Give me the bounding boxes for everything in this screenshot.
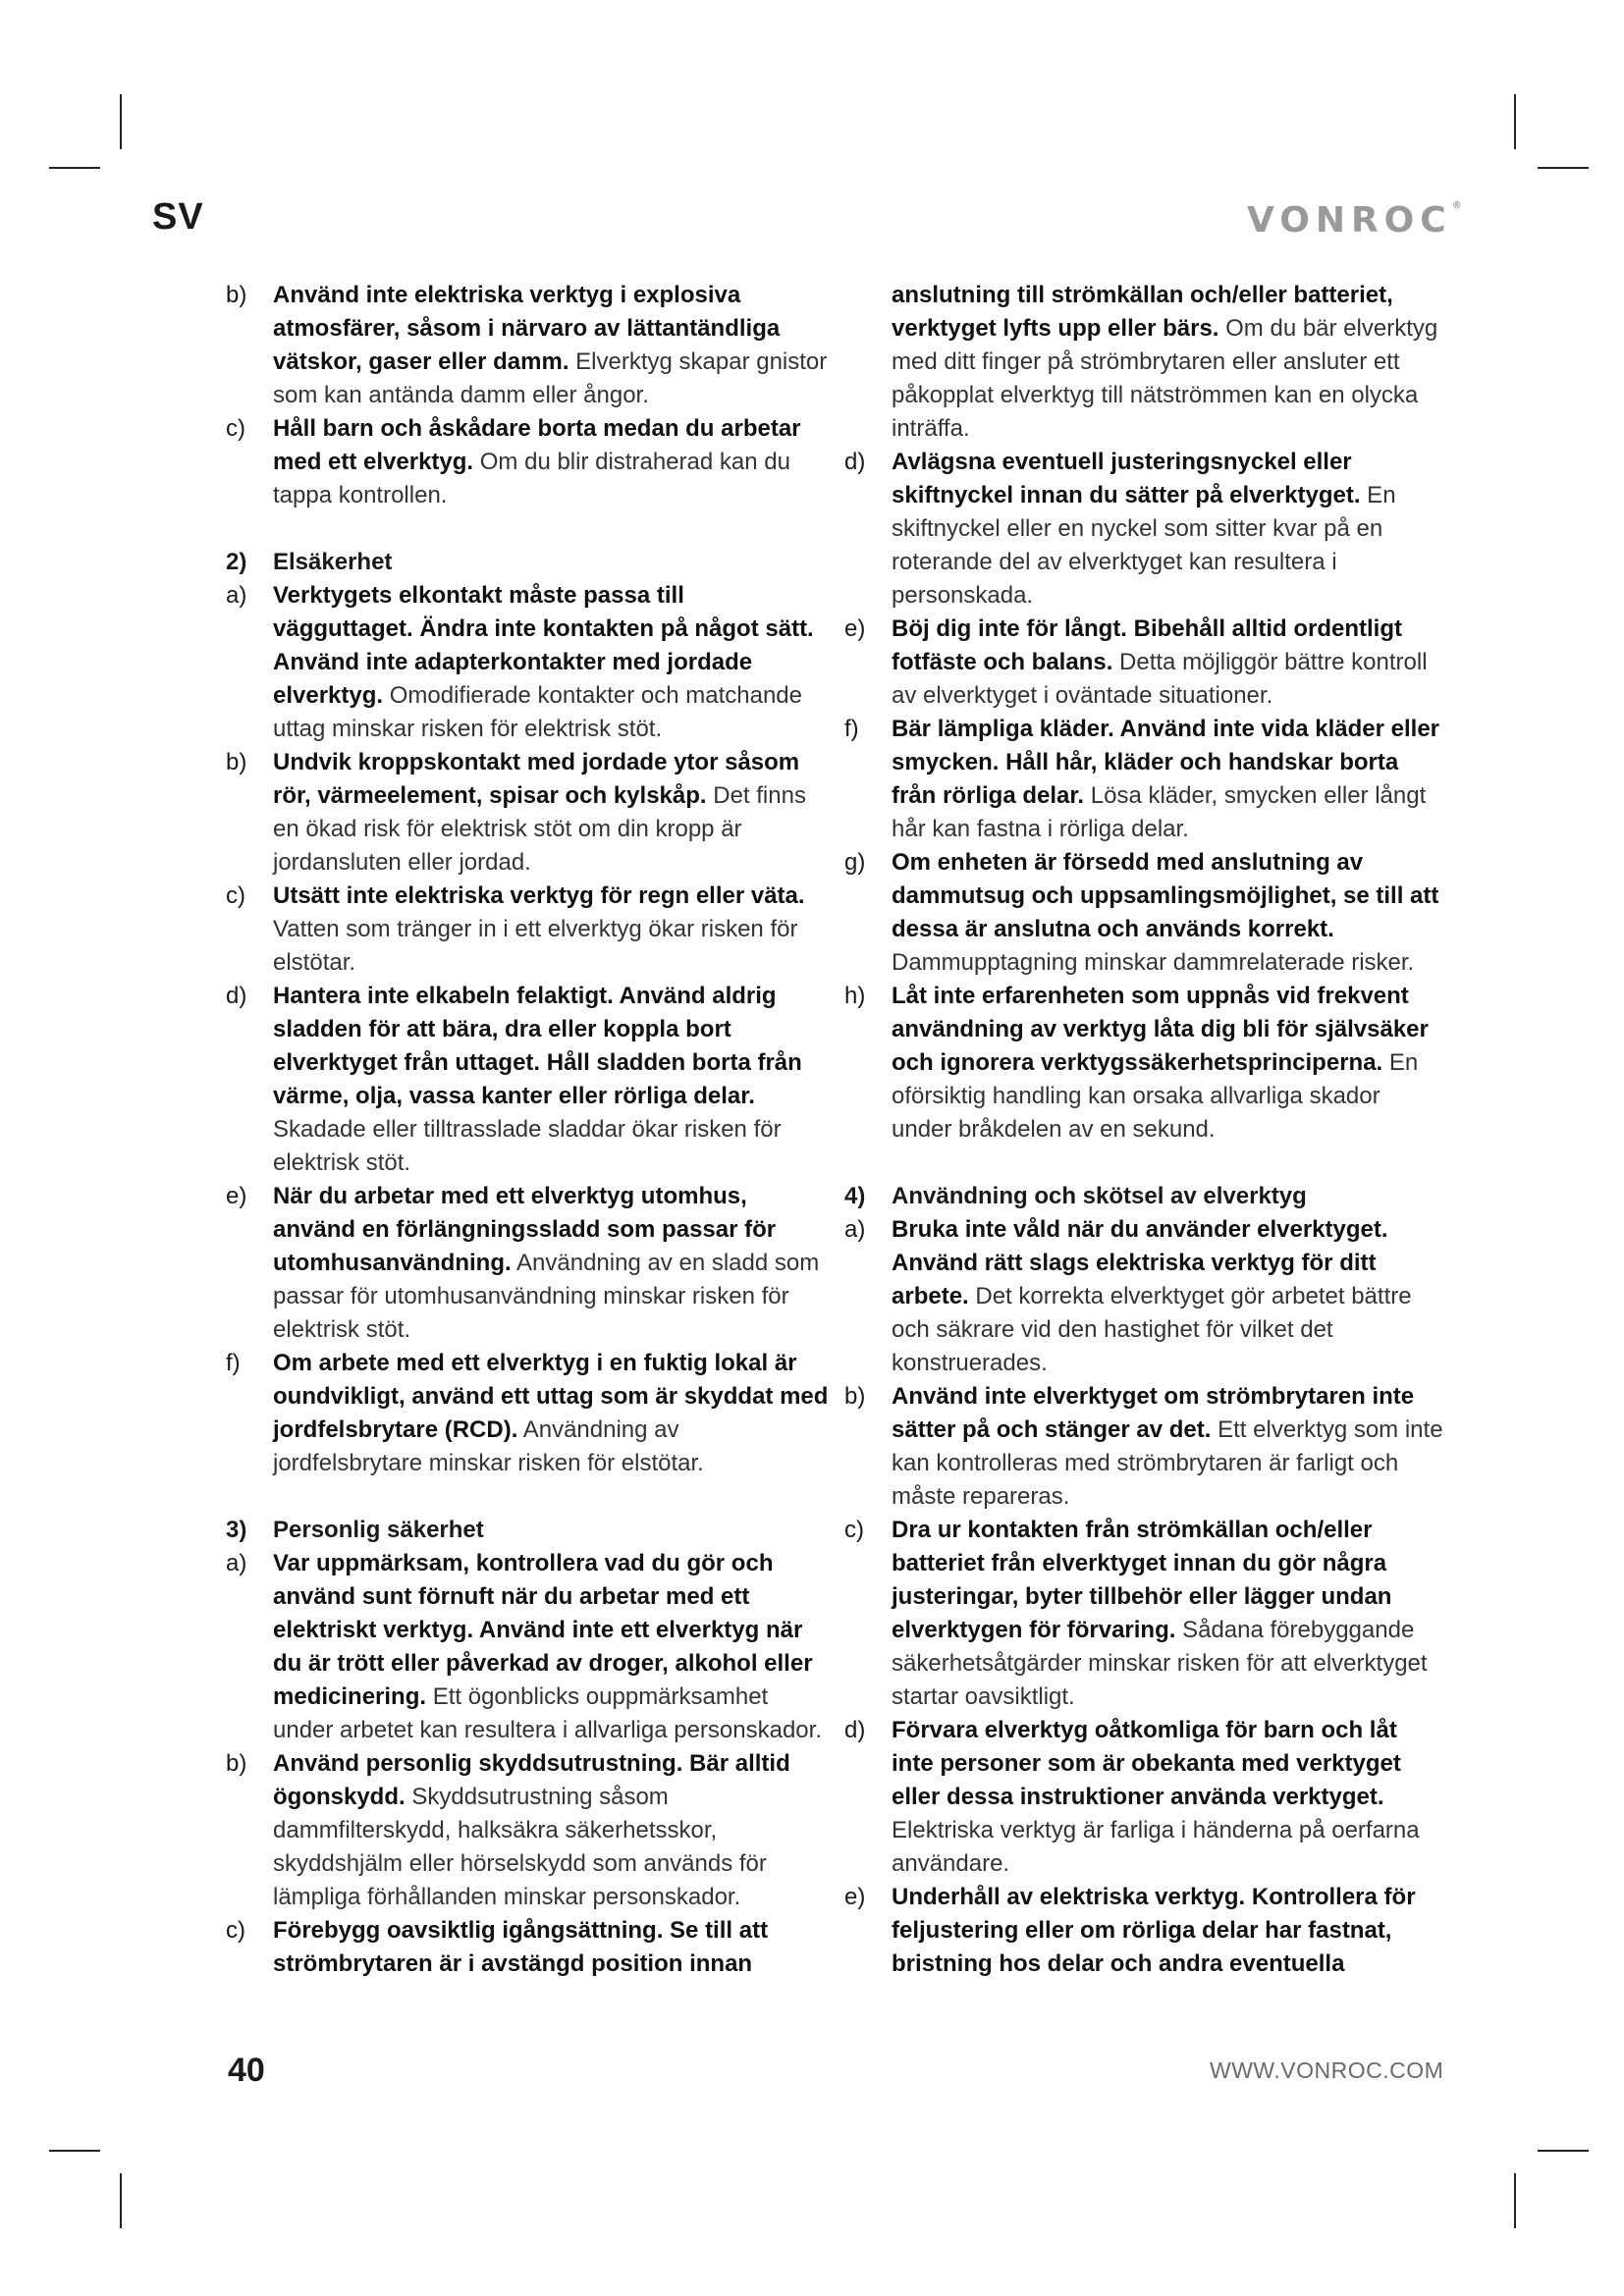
crop-mark [1514,2173,1516,2228]
list-item: d) Hantera inte elkabeln felaktigt. Använd aldrig sladden för att bära, dra eller koppla bort elverktyget från uttaget. Håll sladden borta från värme, olja, vassa kanter eller rörliga delar. Skadade eller tilltrasslade sladdar ökar risken för elektrisk stöt. [226,983,802,1176]
list-item: e) Böj dig inte för långt. Bibehåll alltid ordentligt fotfäste och balans. Detta möjliggör bättre kontroll av elverktyget i oväntade situationer. [844,615,1428,709]
list-item: f) Om arbete med ett elverktyg i en fuktig lokal är oundvikligt, använd ett uttag som är skyddat med jordfelsbrytare (RCD). Användning av jordfelsbrytare minskar risken för elstötar. [226,1350,829,1476]
crop-mark [120,94,122,149]
list-item: d) Avlägsna eventuell justeringsnyckel eller skiftnyckel innan du sätter på elverktyget. En skiftnyckel eller en nyckel som sitter kvar på en roterande del av elverktyget kan resultera i personskada. [844,449,1396,609]
website-url: WWW.VONROC.COM [1210,2057,1444,2083]
list-item: b) Använd inte elverktyget om strömbrytaren inte sätter på och stänger av det. Ett elverktyg som inte kan kontrolleras med strömbrytaren är farligt och måste repareras. [844,1383,1443,1510]
list-item: b) Undvik kroppskontakt med jordade ytor såsom rör, värmeelement, spisar och kylskåp. Det finns en ökad risk för elektrisk stöt om din kropp är jordansluten eller jordad. [226,749,806,876]
list-item: e) När du arbetar med ett elverktyg utomhus, använd en förlängningssladd som passar för utomhusanvändning. Användning av en sladd som passar för utomhusanvändning minskar risken för elektrisk stöt. [226,1183,820,1343]
crop-mark [1538,167,1589,169]
language-code: SV [152,196,204,238]
crop-mark [49,2150,100,2152]
list-item: b) Använd inte elektriska verktyg i explosiva atmosfärer, såsom i närvaro av lättantändliga vätskor, gaser eller damm. Elverktyg skapar gnistor som kan antända damm eller ångor. [226,282,828,408]
list-item: d) Förvara elverktyg oåtkomliga för barn och låt inte personer som är obekanta med verktyget eller dessa instruktioner använda verktyget. Elektriska verktyg är farliga i händerna på oerfarna användare. [844,1717,1420,1877]
list-item: c) Utsätt inte elektriska verktyg för regn eller väta. Vatten som tränger in i ett elverktyg ökar risken för elstötar. [226,882,805,976]
list-item: e) Underhåll av elektriska verktyg. Kontrollera för feljustering eller om rörliga delar har fastnat, bristning hos delar och andra eventuella [844,1884,1416,1977]
left-column [226,279,830,1981]
page-number: 40 [228,2052,265,2089]
list-item: a) Var uppmärksam, kontrollera vad du gör och använd sunt förnuft när du arbetar med ett elektriskt verktyg. Använd inte ett elverktyg när du är trött eller påverkad av droger, alkohol eller medicinering. Ett ögonblicks ouppmärksamhet under arbetet kan resultera i allvarliga personskador. [226,1550,822,1743]
section-heading: 4) Användning och skötsel av elverktyg [844,1183,1307,1209]
list-item: a) Verktygets elkontakt måste passa till vägguttaget. Ändra inte kontakten på något sätt. Använd inte adapterkontakter med jordade elverktyg. Omodifierade kontakter och matchande uttag minskar risken för elektrisk stöt. [226,582,814,742]
crop-mark [1514,94,1516,149]
list-item: h) Låt inte erfarenheten som uppnås vid frekvent användning av verktyg låta dig bli för självsäker och ignorera verktygssäkerhetsprinciperna. En oförsiktig handling kan orsaka allvarliga skador under bråkdelen av en sekund. [844,983,1429,1143]
section-heading: 3) Personlig säkerhet [226,1517,484,1543]
brand-logo: VONROC® [1247,200,1462,240]
list-item: b) Använd personlig skyddsutrustning. Bär alltid ögonskydd. Skyddsutrustning såsom dammfilterskydd, halksäkra säkerhetsskor, skyddshjälm eller hörselskydd som används för lämpliga förhållanden minskar personskador. [226,1750,790,1910]
list-item: c) Förebygg oavsiktlig igångsättning. Se till att strömbrytaren är i avstängd position innan [226,1917,769,1977]
list-item: a) Bruka inte våld när du använder elverktyget. Använd rätt slags elektriska verktyg för ditt arbete. Det korrekta elverktyget gör arbetet bättre och säkrare vid den hastighet för vilket det konstruerades. [844,1216,1412,1376]
crop-mark [49,167,100,169]
list-item: c) Dra ur kontakten från strömkällan och/eller batteriet från elverktyget innan du gör några justeringar, byter tillbehör eller lägger undan elverktygen för förvaring. Sådana förebyggande säkerhetsåtgärder minskar risken för att elverktyget startar oavsiktligt. [844,1517,1428,1710]
list-item: g) Om enheten är försedd med anslutning av dammutsug och uppsamlingsmöjlighet, se till att dessa är anslutna och används korrekt. Dammupptagning minskar dammrelaterade risker. [844,849,1439,976]
section-heading: 2) Elsäkerhet [226,549,393,575]
list-item-continuation: anslutning till strömkällan och/eller batteriet, verktyget lyfts upp eller bärs. Om du bär elverktyg med ditt finger på strömbrytaren eller ansluter ett påkopplat elverktyg till nätströmmen kan en olycka inträffa. [892,282,1438,442]
list-item: c) Håll barn och åskådare borta medan du arbetar med ett elverktyg. Om du blir distraherad kan du tappa kontrollen. [226,415,801,508]
right-column [844,279,1443,1981]
list-item: f) Bär lämpliga kläder. Använd inte vida kläder eller smycken. Håll hår, kläder och handskar borta från rörliga delar. Lösa kläder, smycken eller långt hår kan fastna i rörliga delar. [844,716,1439,842]
crop-mark [1538,2150,1589,2152]
crop-mark [120,2173,122,2228]
